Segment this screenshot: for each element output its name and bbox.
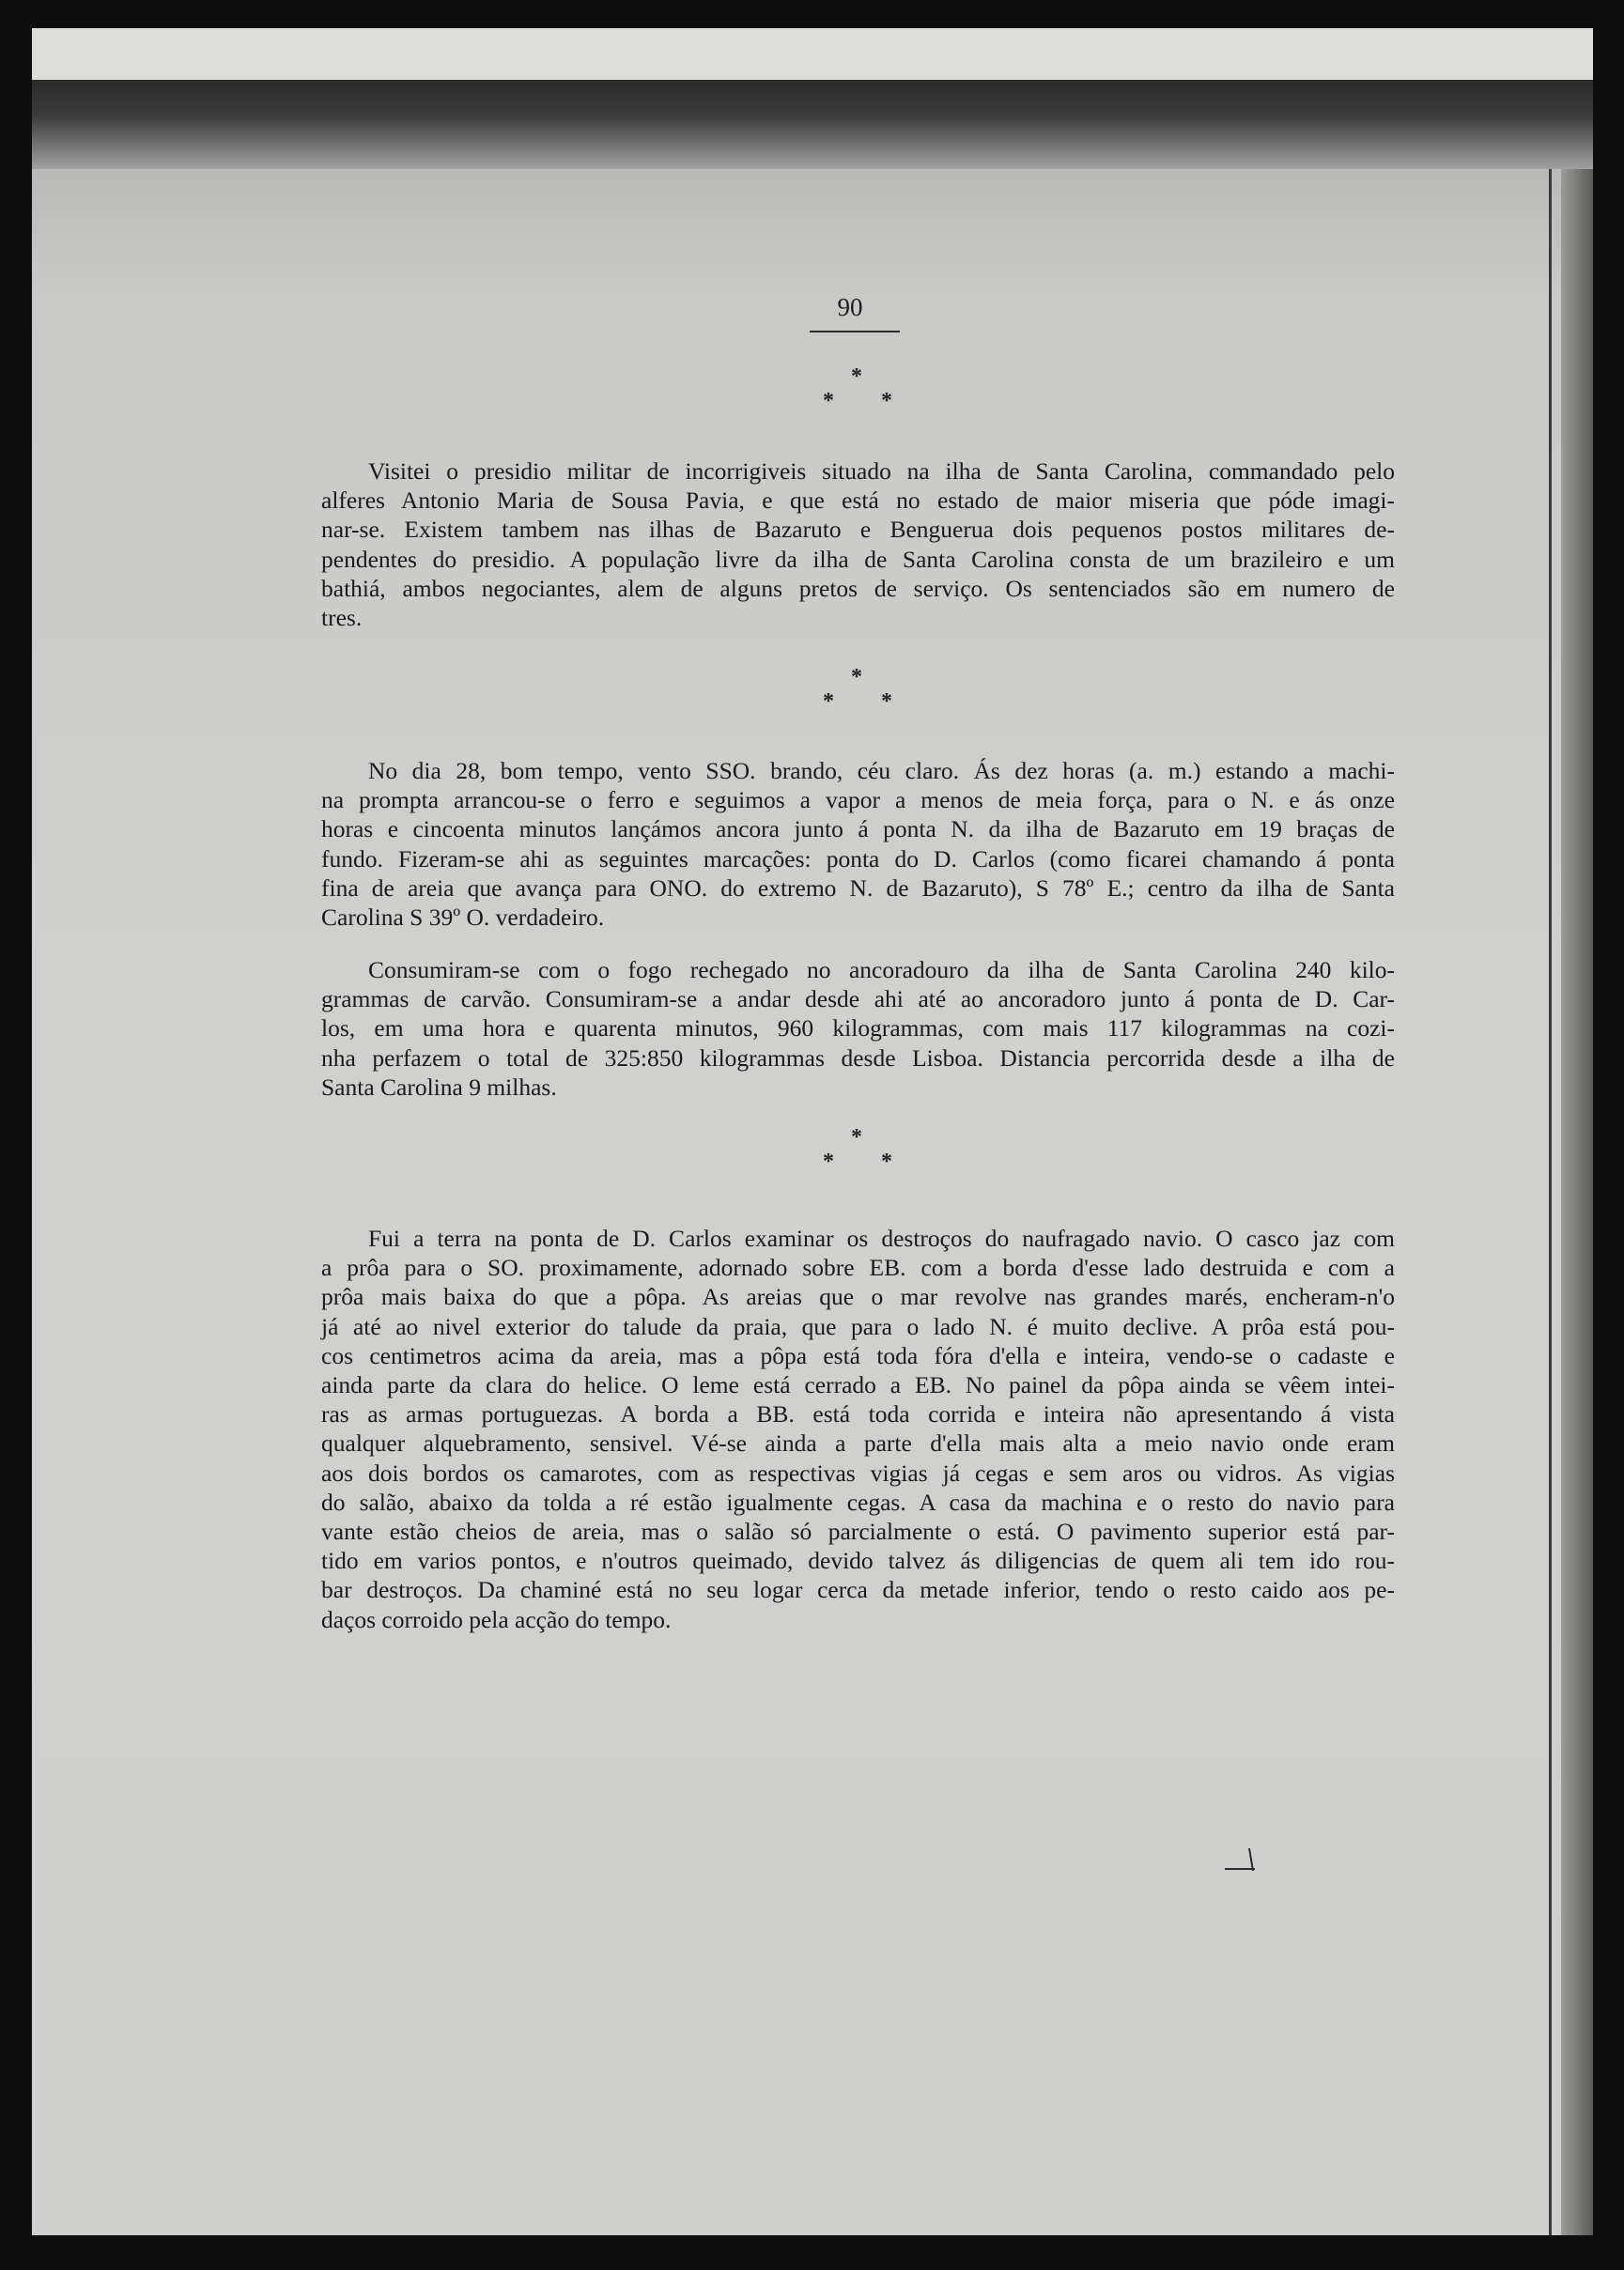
page-number-rule [810,331,900,332]
asterism-star: * [823,389,834,413]
text-line: Carolina S 39º O. verdadeiro. [321,903,605,932]
scan-shadow-band [32,80,1593,183]
asterism-divider [817,1125,902,1181]
text-line: Santa Carolina 9 milhas. [321,1073,557,1101]
asterism-star: * [851,1125,862,1150]
text-line: aos dois bordos os camarotes, com as respectivas vigias já cegas e sem aros ou vidros. As vigias [321,1459,1395,1487]
text-line: nar-se. Existem tambem nas ilhas de Bazaruto e Benguerua dois pequenos postos militares de- [321,516,1395,544]
text-line: na prompta arrancou-se o ferro e seguimos a vapor a menos de meia força, para o N. e ás onze [321,786,1395,814]
text-line: do salão, abaixo da tolda a ré estão igualmente cegas. A casa da machina e o resto do navio para [321,1488,1395,1516]
text-line: fundo. Fizeram-se ahi as seguintes marcações: ponta do D. Carlos (como ficarei chamando á ponta [321,844,1395,872]
text-line: tres. [321,604,363,632]
asterism-star: * [881,689,892,714]
text-line: alferes Antonio Maria de Sousa Pavia, e que está no estado de maior miseria que póde imagi- [321,486,1395,515]
text-line: horas e cincoenta minutos lançámos ancora junto á ponta N. da ilha de Bazaruto em 19 braças de [321,815,1395,843]
text-line: No dia 28, bom tempo, vento SSO. brando, céu claro. Ás dez horas (a. m.) estando a machi- [368,757,1395,784]
text-line: Consumiram-se com o fogo rechegado no ancoradouro da ilha de Santa Carolina 240 kilo- [368,956,1395,983]
text-line: Fui a terra na ponta de D. Carlos examinar os destroços do naufragado navio. O casco jaz com [368,1225,1395,1252]
scan-top-strip [32,28,1593,83]
text-line: Visitei o presidio militar de incorrigiveis situado na ilha de Santa Carolina, commandado pelo [368,457,1395,485]
text-line: prôa mais baixa do que a pôpa. As areias que o mar revolve nas grandes marés, encheram-n'o [321,1283,1395,1311]
text-line: los, em uma hora e quarenta minutos, 960 kilogrammas, com mais 117 kilogrammas na cozi- [321,1014,1395,1042]
text-line: tido em varios pontos, e n'outros queimado, devido talvez ás diligencias de quem ali tem ido rou- [321,1547,1395,1575]
text-line: qualquer alquebramento, sensivel. Vé-se ainda a parte d'ella mais alta a meio navio onde eram [321,1429,1395,1458]
text-line: fina de areia que avança para ONO. do extremo N. de Bazaruto), S 78º E.; centro da ilha de Santa [321,873,1395,902]
asterism-star: * [881,389,892,413]
asterism-divider [817,364,902,421]
text-line: pendentes do presidio. A população livre da ilha de Santa Carolina consta de um brazileiro e um [321,545,1395,573]
binding-line [1549,169,1552,2235]
text-line: bar destroços. Da chaminé está no seu logar cerca da metade inferior, tendo o resto caido aos pe- [321,1576,1395,1604]
scanned-page-frame [32,28,1593,2235]
asterism-star: * [823,1150,834,1174]
paragraph [321,955,1395,1102]
text-line: bathiá, ambos negociantes, alem de alguns pretos de serviço. Os sentenciados são em numero de [321,574,1395,602]
text-line: daços corroido pela acção do tempo. [321,1605,672,1633]
pencil-mark [1221,1841,1277,1878]
asterism-star: * [851,665,862,689]
asterism-divider [817,665,902,721]
paragraph [321,456,1395,632]
paragraph [321,1224,1395,1634]
asterism-star: * [823,689,834,714]
asterism-star: * [851,364,862,389]
text-line: ras as armas portuguezas. A borda a BB. está toda corrida e inteira não apresentando á vista [321,1400,1395,1428]
text-line: nha perfazem o total de 325:850 kilogrammas desde Lisboa. Distancia percorrida desde a ilha de [321,1043,1395,1072]
page-number: 90 [837,293,863,321]
text-line: já até ao nivel exterior do talude da praia, que para o lado N. é muito declive. A prôa está pou- [321,1312,1395,1340]
text-line: vante estão cheios de areia, mas o salão só parcialmente o está. O pavimento superior está par- [321,1518,1395,1546]
asterism-star: * [881,1150,892,1174]
page-edge-shadow [1561,169,1593,2235]
text-line: ainda parte da clara do helice. O leme está cerrado a EB. No painel da pôpa ainda se vêem intei- [321,1371,1395,1399]
text-line: a prôa para o SO. proximamente, adornado sobre EB. com a borda d'esse lado destruida e com a [321,1254,1395,1282]
text-line: grammas de carvão. Consumiram-se a andar desde ahi até ao ancoradoro junto á ponta de D. Car- [321,985,1395,1013]
paragraph [321,756,1395,932]
text-line: cos centimetros acima da areia, mas a pôpa está toda fóra d'ella e inteira, vendo-se o cadaste e [321,1341,1395,1369]
